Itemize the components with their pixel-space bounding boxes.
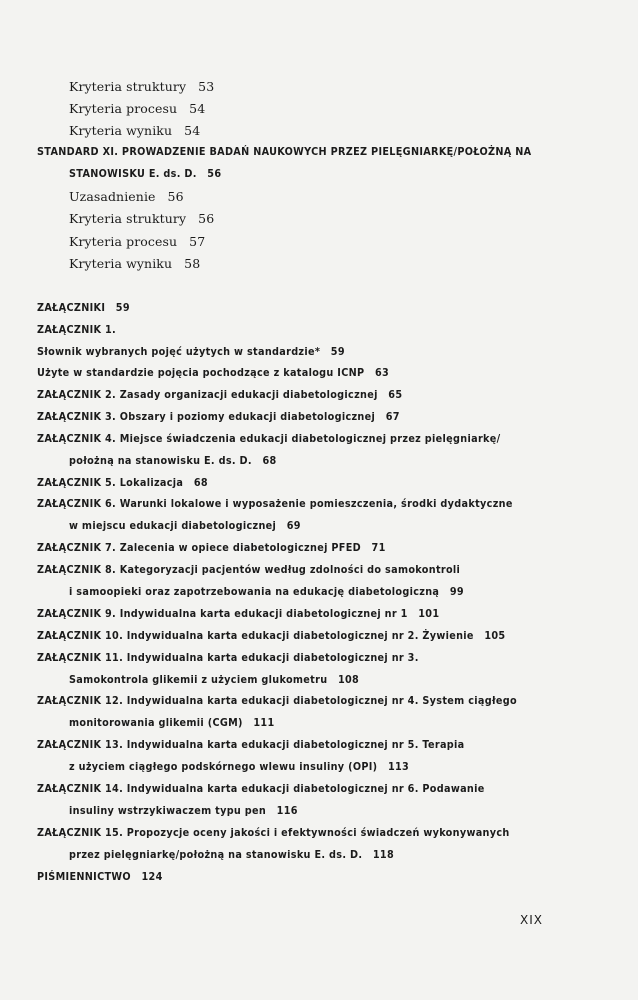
toc-entry: monitorowania glikemii (CGM) 111 [69,716,275,729]
toc-entry: STANDARD XI. PROWADZENIE BADAŃ NAUKOWYCH PRZEZ PIELĘGNIARKĘ/POŁOŻNĄ NA [37,145,532,158]
toc-entry: ZAŁĄCZNIK 10. Indywidualna karta edukacji diabetologicznej nr 2. Żywienie 105 [37,629,506,642]
toc-entry: Kryteria procesu 57 [69,234,206,249]
toc-entry: ZAŁĄCZNIK 7. Zalecenia w opiece diabetologicznej PFED 71 [37,541,386,554]
toc-entry: Uzasadnienie 56 [69,189,184,204]
toc-entry: ZAŁĄCZNIK 2. Zasady organizacji edukacji diabetologicznej 65 [37,388,403,401]
toc-entry: ZAŁĄCZNIK 3. Obszary i poziomy edukacji diabetologicznej 67 [37,410,400,423]
toc-entry: Słownik wybranych pojęć użytych w standardzie* 59 [37,345,345,358]
toc-entry: PIŚMIENNICTWO 124 [37,870,163,883]
toc-entry: ZAŁĄCZNIK 13. Indywidualna karta edukacji diabetologicznej nr 5. Terapia [37,738,465,751]
toc-entry: Kryteria struktury 56 [69,211,215,226]
toc-entry: ZAŁĄCZNIK 1. [37,323,117,336]
toc-entry: Użyte w standardzie pojęcia pochodzące z katalogu ICNP 63 [37,366,390,379]
toc-entry: ZAŁĄCZNIK 4. Miejsce świadczenia edukacji diabetologicznej przez pielęgniarkę/ [37,432,501,445]
toc-entry: insuliny wstrzykiwaczem typu pen 116 [69,804,298,817]
toc-entry: ZAŁĄCZNIKI 59 [37,301,130,314]
toc-entry: ZAŁĄCZNIK 11. Indywidualna karta edukacji diabetologicznej nr 3. [37,651,419,664]
toc-entry: ZAŁĄCZNIK 14. Indywidualna karta edukacji diabetologicznej nr 6. Podawanie [37,782,485,795]
toc-entry: Samokontrola glikemii z użyciem glukometru 108 [69,673,360,686]
toc-entry: położną na stanowisku E. ds. D. 68 [69,454,277,467]
toc-entry: Kryteria procesu 54 [69,101,206,116]
toc-entry: STANOWISKU E. ds. D. 56 [69,167,222,180]
toc-entry: Kryteria wyniku 54 [69,123,201,138]
toc-entry: z użyciem ciągłego podskórnego wlewu insuliny (OPI) 113 [69,760,410,773]
toc-entry: i samoopieki oraz zapotrzebowania na edukację diabetologiczną 99 [69,585,464,598]
toc-entry: ZAŁĄCZNIK 9. Indywidualna karta edukacji diabetologicznej nr 1 101 [37,607,440,620]
toc-entry: ZAŁĄCZNIK 12. Indywidualna karta edukacji diabetologicznej nr 4. System ciągłego [37,694,517,707]
toc-entry: w miejscu edukacji diabetologicznej 69 [69,519,301,532]
toc-entry: Kryteria struktury 53 [69,79,215,94]
toc-entry: ZAŁĄCZNIK 6. Warunki lokalowe i wyposażenie pomieszczenia, środki dydaktyczne [37,497,513,510]
toc-entry: Kryteria wyniku 58 [69,256,201,271]
toc-entry: przez pielęgniarkę/położną na stanowisku E. ds. D. 118 [69,848,395,861]
toc-entry: ZAŁĄCZNIK 5. Lokalizacja 68 [37,476,208,489]
page-number: XIX [520,913,543,927]
toc-entry: ZAŁĄCZNIK 8. Kategoryzacji pacjentów według zdolności do samokontroli [37,563,461,576]
toc-entry: ZAŁĄCZNIK 15. Propozycje oceny jakości i efektywności świadczeń wykonywanych [37,826,510,839]
